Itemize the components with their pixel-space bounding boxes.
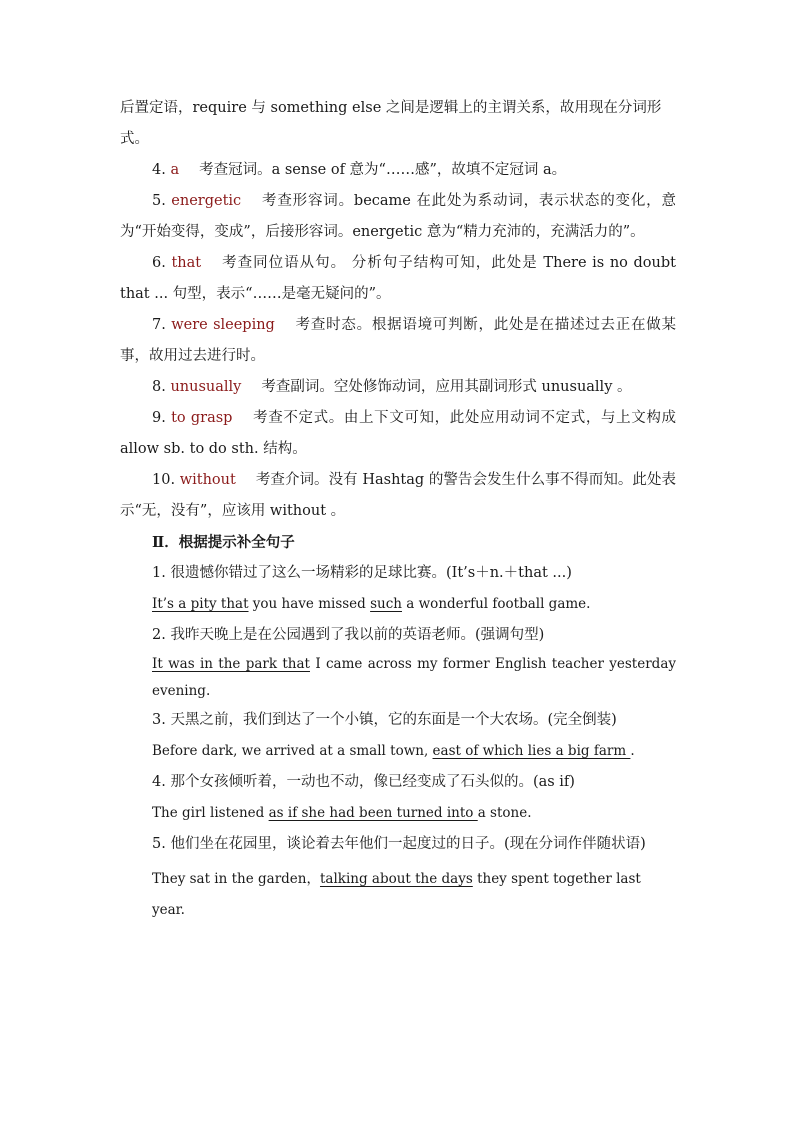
answer-text: . [630,743,635,759]
answer-text: a wonderful football game. [402,596,591,612]
filled-blank: such [370,596,402,612]
answer-text: you have missed [248,596,371,612]
item-number: 7. [152,317,172,333]
answer-word: a [170,162,180,178]
exercise-prompt: 2. 我昨天晚上是在公园遇到了我以前的英语老师。(强调句型) [152,627,545,643]
exercise-answer [120,736,676,767]
item-number: 6. [152,255,172,271]
filled-blank: as if she had been turned into [268,805,478,821]
answer-item [120,403,676,465]
item-number: 4. [152,162,171,178]
filled-blank: It’s a pity that [152,596,249,612]
answer-item [120,186,676,248]
answer-content [120,93,676,926]
item-number: 10. [152,472,180,488]
exercise-prompt: 5. 他们坐在花园里，谈论着去年他们一起度过的日子。(现在分词作伴随状语) [152,836,646,852]
intro-line-end: 式。 [120,131,149,147]
exercise-answer [120,798,676,829]
answer-text: The girl listened [152,805,269,821]
answer-word: to grasp [171,410,233,426]
exercise-prompt: 3. 天黑之前，我们到达了一个小镇，它的东面是一个大农场。(完全倒装) [152,712,617,728]
answer-explanation: 考查形容词。became 在此处为系动词，表示状态的变化，意为“开始变得，变成”，后接形容词。energetic 意为“精力充沛的，充满活力的”。 [120,193,676,240]
exercise-prompt: 1. 很遗憾你错过了这么一场精彩的足球比赛。(It’s＋n.＋that ...) [152,565,572,581]
answer-explanation: 考查时态。根据语境可判断，此处是在描述过去正在做某事，故用过去进行时。 [120,317,677,364]
intro-line: 后置定语，require 与 something else 之间是逻辑上的主谓关系，故用现在分词形 [120,100,662,116]
answer-item [120,248,676,310]
exercise-prompt: 4. 那个女孩倾听着，一动也不动，像已经变成了石头似的。(as if) [152,774,575,790]
answer-item [120,310,676,372]
item-number: 8. [152,379,171,395]
answer-text: they spent together last year. [152,871,641,918]
answer-explanation: 考查同位语从句。 分析句子结构可知，此处是 There is no doubt that ... 句型，表示“……是毫无疑问的”。 [120,255,676,302]
exercise-answer [120,589,676,620]
answer-item [120,465,676,527]
item-number: 5. [152,193,172,209]
answer-word: that [171,255,202,271]
answer-explanation: 考查介词。没有 Hashtag 的警告会发生什么事不得而知。此处表示“无，没有”，应该用 without 。 [120,472,676,519]
section-heading: Ⅱ．根据提示补全句子 [152,534,295,551]
filled-blank: east of which lies a big farm [432,743,631,759]
answer-word: without [179,472,236,488]
answer-explanation: 考查冠词。a sense of 意为“……感”，故填不定冠词 a。 [199,162,567,178]
filled-blank: It was in the park that [152,656,310,672]
answer-word: were sleeping [171,317,275,333]
answer-word: energetic [171,193,242,209]
filled-blank: talking about the days [319,871,473,887]
answer-text: a stone. [477,805,532,821]
answer-text: I came across my former English teacher yesterday evening. [152,656,676,699]
answer-explanation: 考查不定式。由上下文可知，此处应用动词不定式，与上文构成 allow sb. to do sth. 结构。 [120,410,676,457]
answer-text: They sat in the garden， [152,871,320,887]
answer-word: unusually [170,379,242,395]
answer-item [120,155,676,186]
exercise-answer [120,864,676,926]
exercise-answer [120,651,676,705]
answer-text: Before dark, we arrived at a small town, [152,743,433,759]
item-number: 9. [152,410,172,426]
answer-item [120,372,676,403]
answer-explanation: 考查副词。空处修饰动词，应用其副词形式 unusually 。 [261,379,632,395]
